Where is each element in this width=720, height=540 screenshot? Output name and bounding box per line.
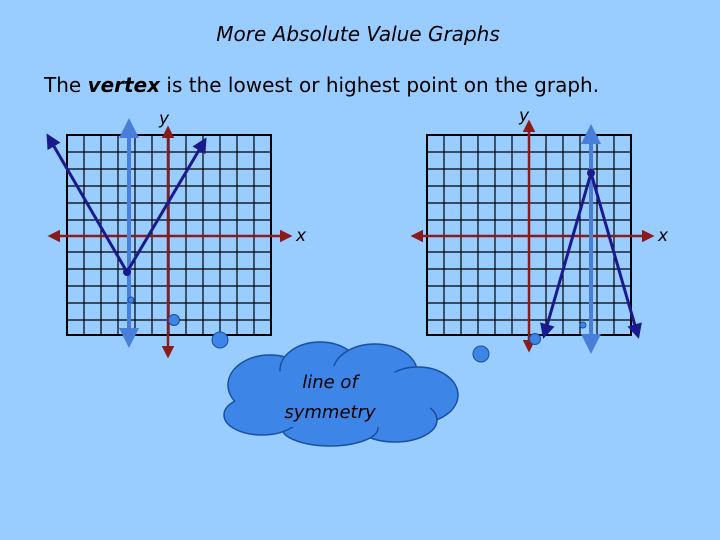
left-trail-dot-medium xyxy=(169,315,180,326)
left-trail-dot-small xyxy=(128,297,134,303)
right-trail-dot-small xyxy=(580,322,586,328)
right-trail-dot-large xyxy=(473,346,489,362)
right-y-axis-label: y xyxy=(519,106,530,126)
left-y-axis-label: y xyxy=(159,109,170,129)
right-x-axis-label: x xyxy=(658,226,669,246)
line-of-symmetry-callout xyxy=(224,342,458,446)
right-trail-dot-medium xyxy=(530,334,541,345)
right-graph xyxy=(413,106,669,350)
callout-line-1: line of xyxy=(302,372,358,393)
right-vertex-point xyxy=(587,169,595,177)
callout-line-2: symmetry xyxy=(284,402,376,423)
subtitle-prefix: The xyxy=(44,73,88,97)
left-vertex-point xyxy=(123,268,131,276)
subtitle-keyword: vertex xyxy=(87,73,161,97)
left-bubble-trail xyxy=(128,297,228,348)
subtitle-suffix: is the lowest or highest point on the graph. xyxy=(160,73,600,97)
left-trail-dot-large xyxy=(212,332,228,348)
left-x-axis-label: x xyxy=(296,226,307,246)
slide-title: More Absolute Value Graphs xyxy=(216,22,500,46)
